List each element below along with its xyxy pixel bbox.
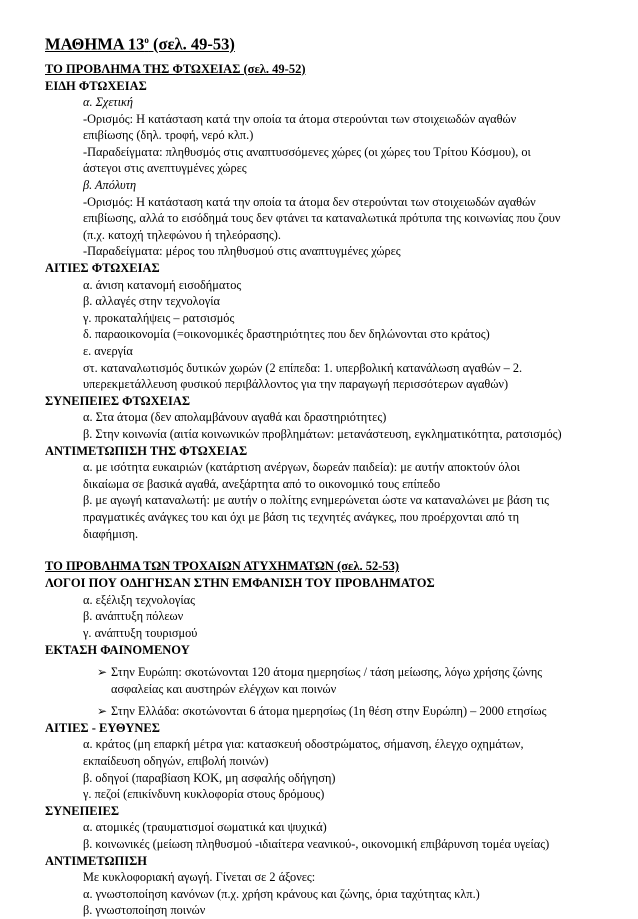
traffic-reasons-heading: ΛΟΓΟΙ ΠΟΥ ΟΔΗΓΗΣΑΝ ΣΤΗΝ ΕΜΦΑΝΙΣΗ ΤΟΥ ΠΡΟΒΛΗΜΑΤΟΣ: [45, 576, 435, 591]
arrow-bullet-icon: ➢: [97, 704, 108, 719]
lesson-title: ΜΑΘΗΜΑ 13: [45, 34, 145, 54]
traffic-causes-heading: ΑΙΤΙΕΣ - ΕΥΘΥΝΕΣ: [45, 720, 160, 735]
arrow-bullet-icon: ➢: [97, 665, 108, 680]
text-line: δ. παραοικονομία (=οικονομικές δραστηριότητες που δεν δηλώνονται στο κράτος): [83, 327, 490, 342]
traffic-consequences-heading: ΣΥΝΕΠΕΙΕΣ: [45, 803, 119, 818]
text-line: β. κοινωνικές (μείωση πληθυσμού -ιδιαίτερα νεανικού-, οικονομική επιβάρυνση τομέα υγείας): [83, 837, 550, 852]
text-line: -Παραδείγματα: πληθυσμός στις αναπτυσσόμενες χώρες (οι χώρες του Τρίτου Κόσμου), οι: [83, 144, 531, 159]
list-item-europe: [45, 664, 605, 681]
text-line: εκπαίδευση οδηγών, επιβολή ποινών): [83, 754, 269, 769]
text-line: υπερεκμετάλλευση φυσικού περιβάλλοντος για την παραγωγή περισσότερων αγαθών): [83, 377, 509, 392]
poverty-types-heading: ΕΙΔΗ ΦΤΩΧΕΙΑΣ: [45, 78, 147, 93]
traffic-section-title: ΤΟ ΠΡΟΒΛΗΜΑ ΤΩΝ ΤΡΟΧΑΙΩΝ ΑΤΥΧΗΜΑΤΩΝ (σελ. 52-53): [45, 559, 400, 574]
text-line: β. Απόλυτη: [83, 178, 137, 193]
text-line: ασφαλείας και αυστηρών ελέγχων και ποινών: [111, 681, 337, 696]
traffic-extent-heading: ΕΚΤΑΣΗ ΦΑΙΝΟΜΕΝΟΥ: [45, 642, 190, 657]
text-line: επιβίωσης, αλλά το εισόδημά τους δεν φτάνει τα καταναλωτικά πρότυπα της κοινωνίας που ζουν: [83, 211, 561, 226]
list-item-greece: [45, 703, 605, 720]
text-line: επιβίωσης (δηλ. τροφή, νερό κλπ.): [83, 128, 254, 143]
text-line: β. οδηγοί (παραβίαση ΚΟΚ, μη ασφαλής οδήγηση): [83, 770, 336, 785]
text-line: β. αλλαγές στην τεχνολογία: [83, 294, 220, 309]
text-line: β. με αγωγή καταναλωτή: με αυτήν ο πολίτης ενημερώνεται ώστε να καταναλώνει με βάση τις: [83, 493, 549, 508]
text-line: γ. προκαταλήψεις – ρατσισμός: [83, 310, 235, 325]
poverty-consequences-heading: ΣΥΝΕΠΕΙΕΣ ΦΤΩΧΕΙΑΣ: [45, 393, 191, 408]
text-line: β. γνωστοποίηση ποινών: [83, 903, 206, 918]
poverty-causes-heading: ΑΙΤΙΕΣ ΦΤΩΧΕΙΑΣ: [45, 261, 160, 276]
text-line: άστεγοι στις ανεπτυγμένες χώρες: [83, 161, 247, 176]
text-line: Με κυκλοφοριακή αγωγή. Γίνεται σε 2 άξονες:: [83, 870, 316, 885]
text-line: -Ορισμός: Η κατάσταση κατά την οποία τα άτομα δεν στερούνται των στοιχειωδών αγαθών: [83, 194, 536, 209]
text-line: α. εξέλιξη τεχνολογίας: [83, 592, 195, 607]
text-line: πραγματικές ανάγκες του και όχι με βάση τις τεχνητές ανάγκες, που προέρχονται από τη: [83, 509, 520, 524]
poverty-section-title: ΤΟ ΠΡΟΒΛΗΜΑ ΤΗΣ ΦΤΩΧΕΙΑΣ (σελ. 49-52): [45, 61, 306, 76]
text-line: α. Σχετική: [83, 95, 133, 110]
text-line: α. Στα άτομα (δεν απολαμβάνουν αγαθά και δραστηριότητες): [83, 410, 387, 425]
text-line: στ. καταναλωτισμός δυτικών χωρών (2 επίπεδα: 1. υπερβολική κατανάλωση αγαθών – 2.: [83, 360, 523, 375]
text-line: α. κράτος (μη επαρκή μέτρα για: κατασκευή οδοστρώματος, σήμανση, έλεγχο οχημάτων,: [83, 737, 524, 752]
text-line: γ. ανάπτυξη τουρισμού: [83, 625, 198, 640]
ordinal-superscript: ο: [144, 35, 149, 45]
text-line: γ. πεζοί (επικίνδυνη κυκλοφορία στους δρόμους): [83, 787, 325, 802]
text-line: β. ανάπτυξη πόλεων: [83, 609, 184, 624]
text-line: ε. ανεργία: [83, 344, 133, 358]
lesson-pages: (σελ. 49-53): [153, 34, 235, 54]
text-line: α. γνωστοποίηση κανόνων (π.χ. χρήση κράνους και ζώνης, όρια ταχύτητας κλπ.): [83, 886, 480, 901]
text-line: -Παραδείγματα: μέρος του πληθυσμού στις αναπτυγμένες χώρες: [83, 244, 401, 259]
text-line: α. ατομικές (τραυματισμοί σωματικά και ψυχικά): [83, 820, 327, 835]
text-line: (π.χ. κατοχή τηλεφώνου ή τηλεόρασης).: [83, 227, 281, 242]
text-line: α. άνιση κατανομή εισοδήματος: [83, 277, 242, 292]
text-line: Στην Ελλάδα: σκοτώνονται 6 άτομα ημερησίως (1η θέση στην Ευρώπη) – 2000 ετησίως: [111, 704, 547, 719]
text-line: δικαίωμα σε βασικά αγαθά, ανεξάρτητα από το οικονομικό τους επίπεδο: [83, 476, 441, 491]
poverty-response-heading: ΑΝΤΙΜΕΤΩΠΙΣΗ ΤΗΣ ΦΤΩΧΕΙΑΣ: [45, 443, 248, 458]
traffic-response-heading: ΑΝΤΙΜΕΤΩΠΙΣΗ: [45, 853, 147, 868]
text-line: α. με ισότητα ευκαιριών (κατάρτιση ανέργων, δωρεάν παιδεία): με αυτήν αποκτούν όλοι: [83, 460, 520, 475]
text-line: β. Στην κοινωνία (αιτία κοινωνικών προβλημάτων: μετανάστευση, εγκληματικότητα, ρατσισμός): [83, 426, 562, 441]
text-line: Στην Ευρώπη: σκοτώνονται 120 άτομα ημερησίως / τάση μείωσης, λόγω χρήσης ζώνης: [111, 665, 543, 680]
page-title: [45, 30, 605, 55]
document-page: [45, 30, 605, 919]
text-line: διαφήμιση.: [83, 526, 139, 541]
text-line: -Ορισμός: Η κατάσταση κατά την οποία τα άτομα στερούνται των στοιχειωδών αγαθών: [83, 111, 517, 126]
